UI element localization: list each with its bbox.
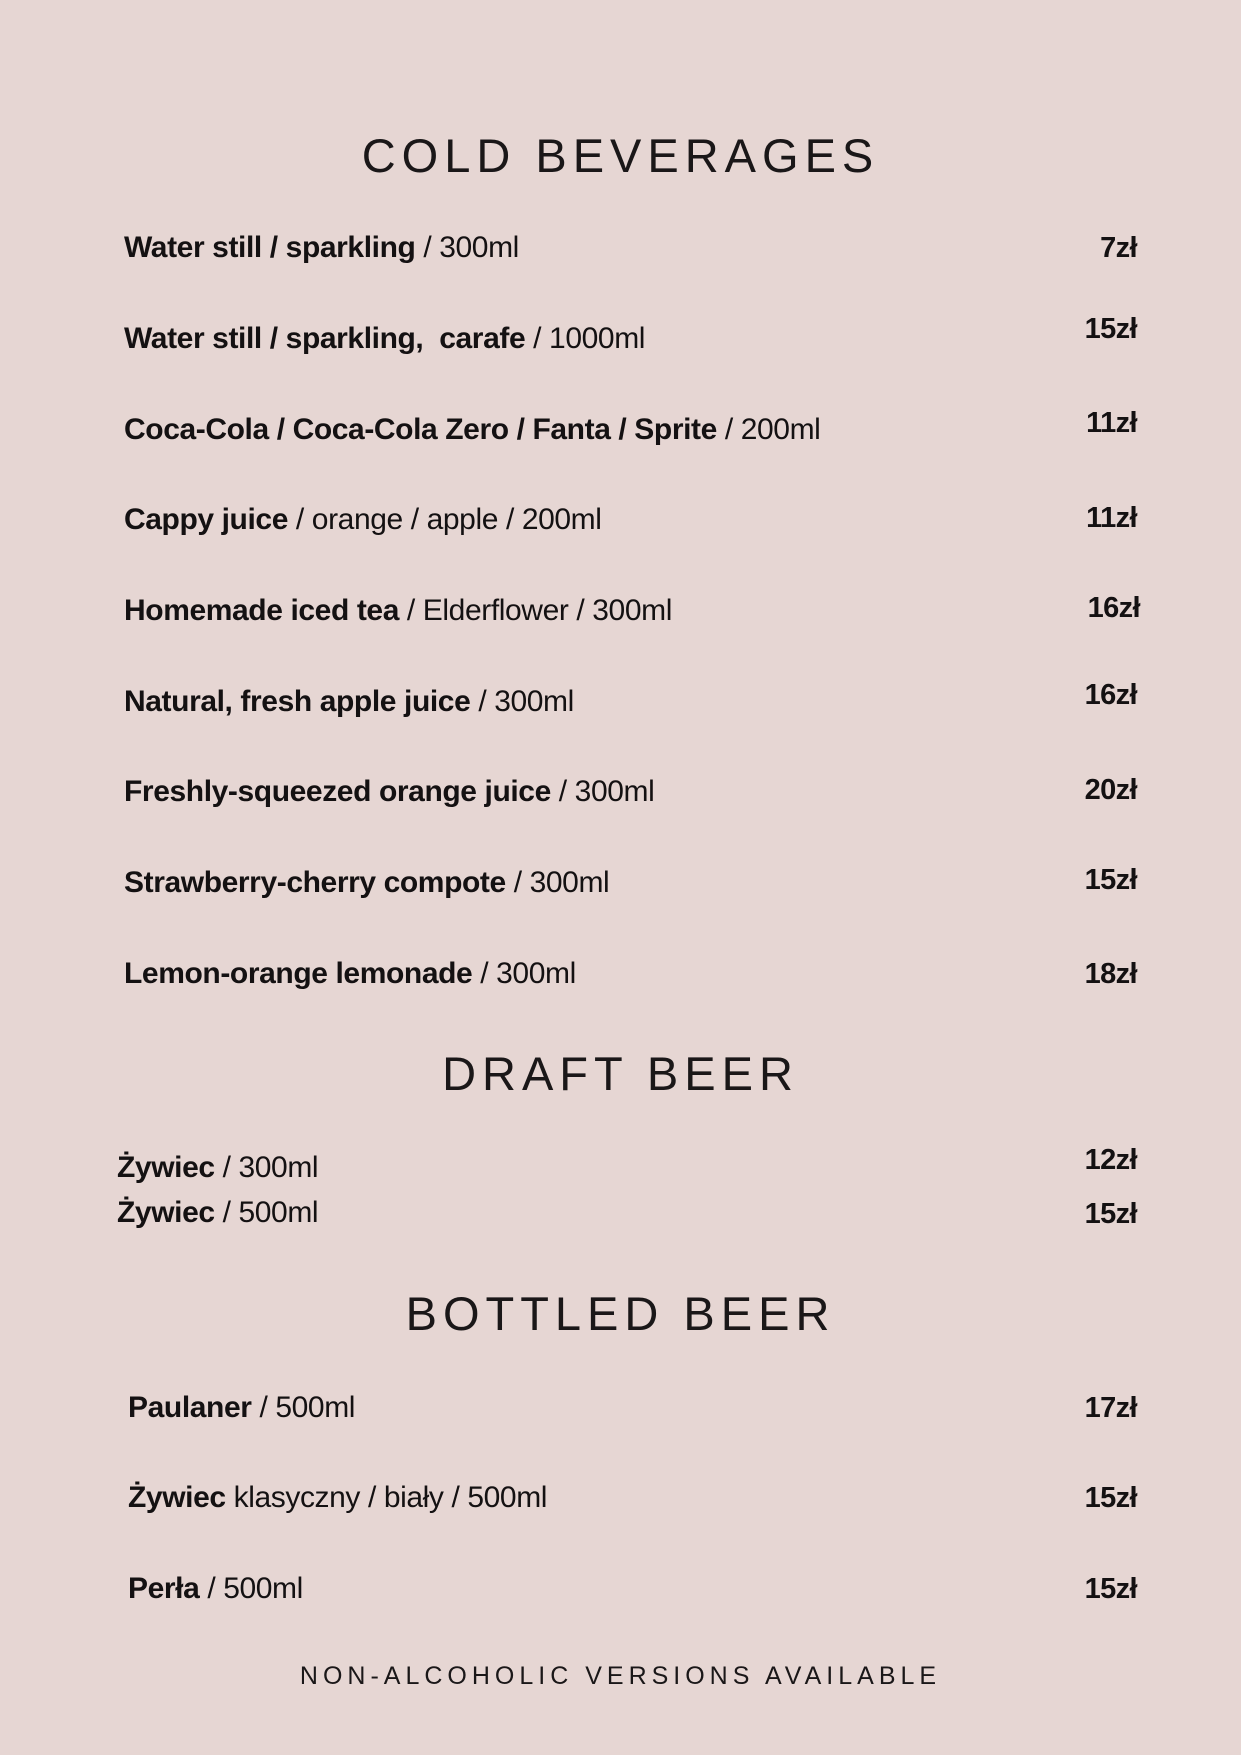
menu-item xyxy=(124,228,519,268)
menu-item xyxy=(117,1148,318,1188)
menu-item xyxy=(117,1193,318,1233)
item-detail: klasyczny / biały / 500ml xyxy=(225,1481,548,1514)
item-detail: / 1000ml xyxy=(525,322,646,355)
item-name: Strawberry-cherry compote xyxy=(124,866,506,899)
item-price: 15zł xyxy=(1084,863,1137,896)
menu-item xyxy=(128,1388,355,1428)
item-name: Natural, fresh apple juice xyxy=(124,685,471,718)
item-name: Żywiec xyxy=(117,1196,215,1229)
item-name: Cappy juice xyxy=(124,503,288,536)
item-name: Freshly-squeezed orange juice xyxy=(124,775,551,808)
item-name: Lemon-orange lemonade xyxy=(124,957,473,990)
item-price: 12zł xyxy=(1084,1143,1137,1176)
item-price: 11zł xyxy=(1086,406,1137,439)
menu-item xyxy=(124,319,645,359)
item-name: Żywiec xyxy=(128,1481,226,1514)
menu-item xyxy=(124,591,672,631)
item-name: Homemade iced tea xyxy=(124,594,399,627)
non-alcoholic-note: NON-ALCOHOLIC VERSIONS AVAILABLE xyxy=(299,1662,942,1690)
item-detail: / 300ml xyxy=(415,231,519,264)
item-name: Perła xyxy=(128,1572,200,1605)
item-price: 15zł xyxy=(1084,1481,1137,1514)
menu-item xyxy=(128,1478,547,1518)
cold-beverages-heading: COLD BEVERAGES xyxy=(361,129,880,182)
item-price: 20zł xyxy=(1084,773,1137,806)
item-detail: / 300ml xyxy=(470,685,574,718)
item-detail: / 300ml xyxy=(550,775,655,808)
item-price: 17zł xyxy=(1084,1391,1137,1424)
item-price: 11zł xyxy=(1086,501,1137,534)
item-price: 7zł xyxy=(1100,231,1137,264)
item-price: 15zł xyxy=(1084,312,1137,345)
menu-item xyxy=(124,410,820,450)
item-detail: / 300ml xyxy=(214,1151,319,1184)
menu-item xyxy=(124,863,609,903)
item-price: 16zł xyxy=(1084,678,1137,711)
bottled-beer-heading: BOTTLED BEER xyxy=(405,1287,836,1340)
item-detail: / 300ml xyxy=(472,957,576,990)
item-detail: / 300ml xyxy=(505,866,610,899)
menu-item xyxy=(124,954,576,994)
item-name: Paulaner xyxy=(128,1391,252,1424)
menu-item xyxy=(124,682,574,722)
menu-item xyxy=(124,772,654,812)
item-price: 18zł xyxy=(1084,957,1137,990)
item-name: Coca-Cola / Coca-Cola Zero / Fanta / Sprite xyxy=(124,413,717,446)
item-name: Water still / sparkling xyxy=(124,231,416,264)
item-detail: / 500ml xyxy=(199,1572,303,1605)
item-price: 15zł xyxy=(1084,1197,1137,1230)
item-price: 15zł xyxy=(1084,1572,1137,1605)
item-price: 16zł xyxy=(1087,591,1140,624)
draft-beer-heading: DRAFT BEER xyxy=(442,1047,799,1100)
menu-item xyxy=(124,500,602,540)
item-name: Water still / sparkling, carafe xyxy=(124,322,526,355)
item-detail: / orange / apple / 200ml xyxy=(287,503,602,536)
item-detail: / 500ml xyxy=(214,1196,319,1229)
item-name: Żywiec xyxy=(117,1151,215,1184)
item-detail: / 500ml xyxy=(251,1391,356,1424)
item-detail: / Elderflower / 300ml xyxy=(398,594,672,627)
item-detail: / 200ml xyxy=(716,413,821,446)
menu-item xyxy=(128,1569,303,1609)
